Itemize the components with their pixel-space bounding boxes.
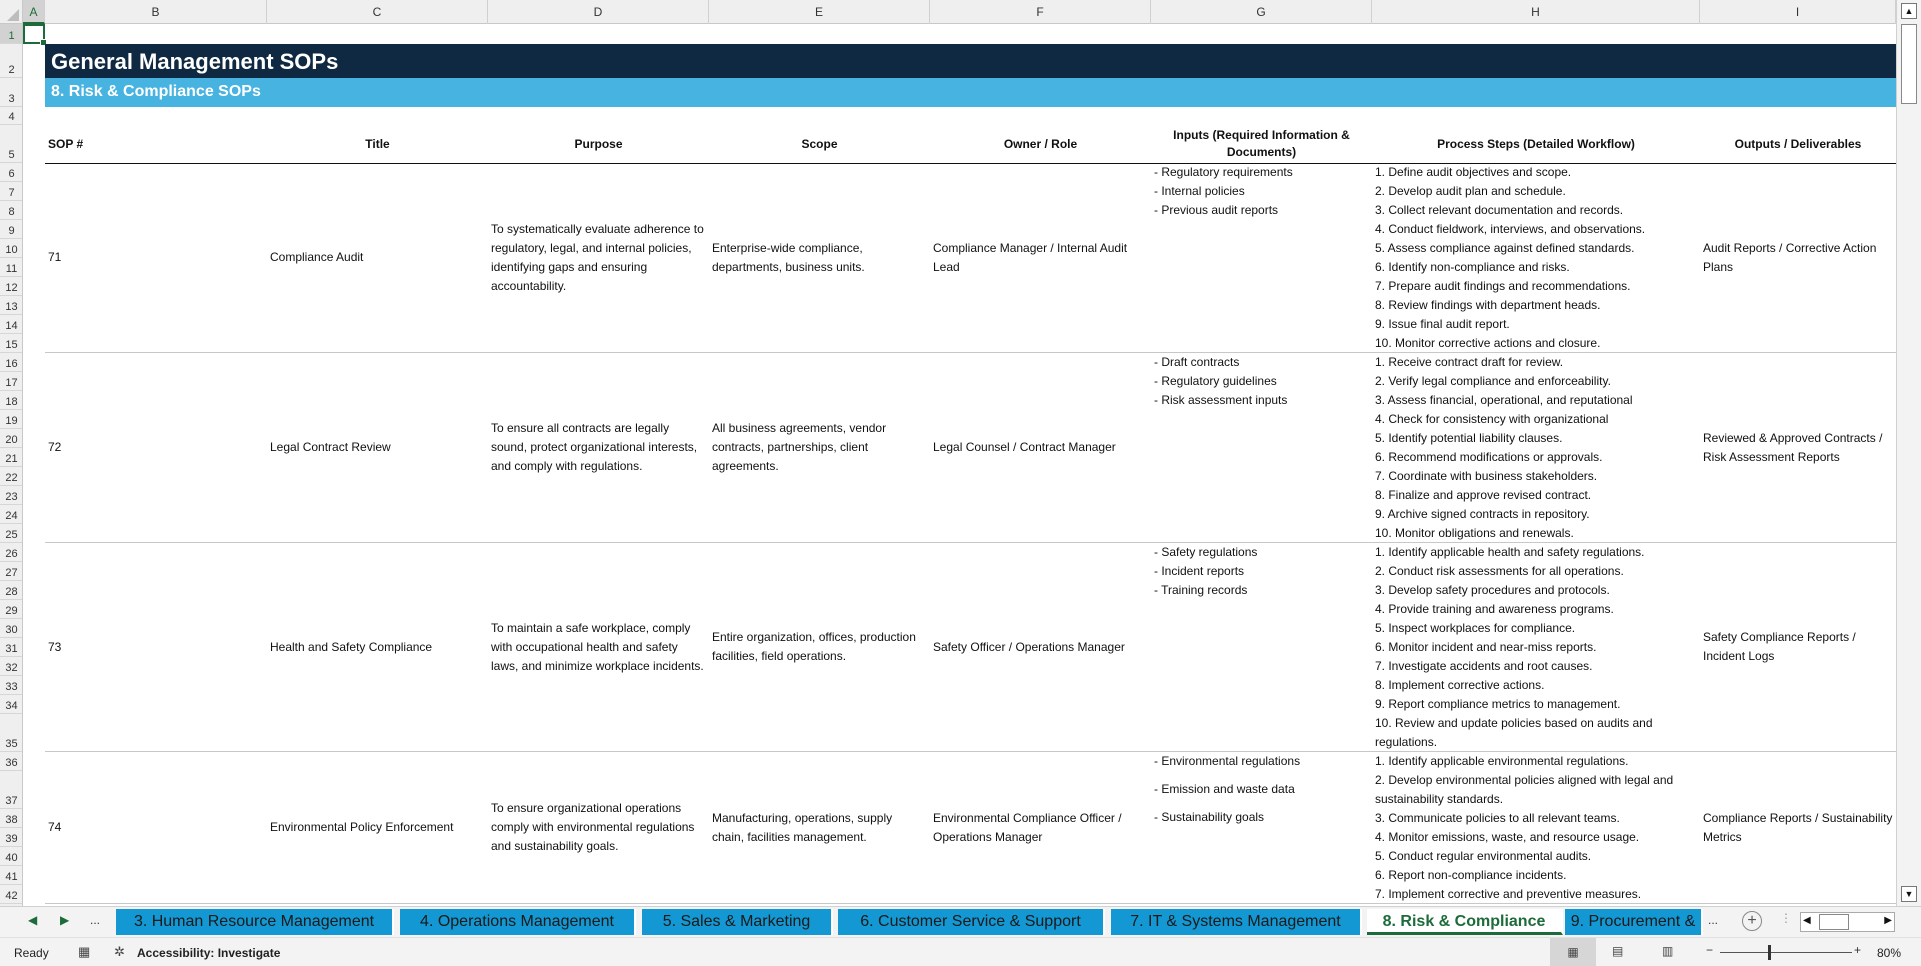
row-header-35[interactable]: 35 [0,714,23,752]
row-header-31[interactable]: 31 [0,638,23,657]
row-header-6[interactable]: 6 [0,163,23,182]
column-header-b[interactable]: B [45,0,267,24]
process-step: 9. Archive signed contracts in repository. [1375,507,1590,521]
header-title: Title [365,136,390,151]
row-header-40[interactable]: 40 [0,847,23,866]
column-headers [0,0,1896,24]
cell-steps[interactable] [1372,752,1700,904]
sheet-tab[interactable]: 7. IT & Systems Management [1111,909,1362,935]
row-header-33[interactable]: 33 [0,676,23,695]
column-header-e[interactable]: E [709,0,930,24]
row-header-28[interactable]: 28 [0,581,23,600]
sheet-tab-bar [0,906,1921,937]
row-header-10[interactable]: 10 [0,239,23,258]
process-step: 8. Finalize and approve revised contract. [1375,488,1592,502]
cell-sop[interactable]: 74 [48,820,62,834]
scroll-down-icon[interactable]: ▼ [1901,886,1917,902]
cell-inputs[interactable] [1151,163,1372,220]
row-header-19[interactable]: 19 [0,410,23,429]
row-header-3[interactable]: 3 [0,78,23,107]
process-step: 4. Check for consistency with organizational [1375,412,1609,426]
cell-purpose[interactable]: To systematically evaluate adherence to regulatory, legal, and internal policies, identifying gaps and ensuring accountability. [491,221,704,293]
cell-owner[interactable]: Legal Counsel / Contract Manager [933,440,1116,454]
add-sheet-icon[interactable]: + [1742,911,1762,931]
horizontal-scrollbar[interactable] [1800,912,1895,932]
process-step: 6. Report non-compliance incidents. [1375,868,1567,882]
input-item: - Sustainability goals [1154,810,1265,824]
header-outputs: Outputs / Deliverables [1734,136,1862,151]
cell-scope[interactable]: Enterprise-wide compliance, departments, business units. [712,240,865,274]
input-item: - Regulatory requirements [1154,165,1293,179]
input-item: - Internal policies [1154,184,1245,198]
process-step: 9. Report compliance metrics to management. [1375,697,1621,711]
cell-steps[interactable] [1372,543,1700,752]
row-header-14[interactable]: 14 [0,315,23,334]
row-header-5[interactable]: 5 [0,125,23,163]
zoom-slider[interactable] [1720,952,1852,953]
row-header-4[interactable]: 4 [0,107,23,125]
cell-scope[interactable]: All business agreements, vendor contracts, partnerships, client agreements. [712,421,887,473]
process-step: 5. Inspect workplaces for compliance. [1375,621,1576,635]
process-step: 3. Collect relevant documentation and records. [1375,203,1624,217]
process-step: 10. Monitor corrective actions and closure. [1375,336,1601,350]
macro-record-icon[interactable]: ▦ [78,944,91,959]
row-header-25[interactable]: 25 [0,524,23,543]
cell-steps[interactable] [1372,163,1700,353]
row-header-17[interactable]: 17 [0,372,23,391]
process-step: 3. Develop safety procedures and protocols. [1375,583,1610,597]
column-header-f[interactable]: F [930,0,1151,24]
more-sheets-left[interactable]: ... [90,913,101,927]
worksheet-grid[interactable] [23,24,1896,906]
process-step: 2. Verify legal compliance and enforceability. [1375,374,1611,388]
input-item: - Regulatory guidelines [1154,374,1277,388]
zoom-in-icon[interactable]: + [1854,943,1862,957]
process-step: 3. Assess financial, operational, and reputational [1375,393,1633,407]
accessibility-status[interactable]: Accessibility: Investigate [137,946,281,960]
process-step: 4. Monitor emissions, waste, and resource usage. [1375,830,1640,844]
row-header-29[interactable]: 29 [0,600,23,619]
cell-purpose[interactable]: To ensure organizational operations comply with environmental regulations and sustainability goals. [491,801,695,853]
row-header-18[interactable]: 18 [0,391,23,410]
row-header-42[interactable]: 42 [0,885,23,904]
cell-owner[interactable]: Compliance Manager / Internal Audit Lead [933,240,1128,274]
row-header-39[interactable]: 39 [0,828,23,847]
column-header-c[interactable]: C [267,0,488,24]
row-header-22[interactable]: 22 [0,467,23,486]
row-header-36[interactable]: 36 [0,752,23,771]
normal-view-icon[interactable]: ▦ [1550,938,1596,966]
cell-title[interactable]: Compliance Audit [270,250,364,264]
sheet-tab[interactable]: 5. Sales & Marketing [642,909,833,935]
row-header-27[interactable]: 27 [0,562,23,581]
cell-owner[interactable]: Environmental Compliance Officer / Operations Manager [933,810,1122,844]
accessibility-icon[interactable]: ✲ [114,944,125,959]
row-header-15[interactable]: 15 [0,334,23,353]
scroll-left-icon[interactable]: ◀ [1803,915,1811,926]
header-owner: Owner / Role [1003,136,1078,151]
cell-sop[interactable]: 72 [48,440,62,454]
input-item: - Training records [1154,583,1248,597]
cell-purpose[interactable]: To ensure all contracts are legally sound, protect organizational interests, and comply with regulations. [491,421,698,473]
row-header-2[interactable]: 2 [0,44,23,78]
row-headers [0,24,23,906]
sheet-title: General Management SOPs [45,44,1896,78]
process-step: 5. Identify potential liability clauses. [1375,431,1563,445]
next-sheet-icon[interactable]: ▶ [60,913,70,927]
process-step: 8. Review findings with department heads. [1375,298,1601,312]
process-step: 2. Develop audit plan and schedule. [1375,184,1566,198]
column-header-g[interactable]: G [1151,0,1372,24]
row-header-32[interactable]: 32 [0,657,23,676]
header-inputs: Inputs (Required Information & Documents) [1173,128,1350,159]
scroll-right-icon[interactable]: ▶ [1884,915,1892,926]
process-step: 1. Define audit objectives and scope. [1375,165,1572,179]
row-header-41[interactable]: 41 [0,866,23,885]
table-row [45,353,1896,543]
process-step: 10. Monitor obligations and renewals. [1375,526,1574,540]
input-item: - Safety regulations [1154,545,1258,559]
column-header-h[interactable]: H [1372,0,1700,24]
cell-title[interactable]: Environmental Policy Enforcement [270,820,454,834]
prev-sheet-icon[interactable]: ◀ [28,913,38,927]
process-step: 7. Implement corrective and preventive measures. [1375,887,1642,901]
cell-steps[interactable] [1372,353,1700,543]
process-step: 6. Identify non-compliance and risks. [1375,260,1570,274]
column-header-d[interactable]: D [488,0,709,24]
splitter-icon[interactable]: ⋮ [1780,911,1792,925]
scroll-up-icon[interactable]: ▲ [1901,3,1917,19]
row-header-1[interactable]: 1 [0,24,23,44]
cell-sop[interactable]: 73 [48,639,62,654]
cell-title[interactable]: Health and Safety Compliance [270,639,433,654]
page-layout-view-icon[interactable]: ▤ [1612,944,1624,958]
cell-outputs[interactable]: Reviewed & Approved Contracts / Risk Assessment Reports [1703,430,1883,464]
cell-purpose[interactable]: To maintain a safe workplace, comply with occupational health and safety laws, and minimize workplace incidents. [491,620,704,673]
status-bar [0,937,1921,966]
row-header-30[interactable]: 30 [0,619,23,638]
row-header-37[interactable]: 37 [0,771,23,809]
sheet-tab[interactable]: 3. Human Resource Management [116,909,394,935]
process-step: 7. Coordinate with business stakeholders. [1375,469,1598,483]
cell-scope[interactable]: Entire organization, offices, production facilities, field operations. [712,630,916,663]
selected-cell[interactable] [23,24,45,44]
process-step: 1. Identify applicable environmental regulations. [1375,754,1629,768]
process-step: 5. Assess compliance against defined standards. [1375,241,1635,255]
header-scope: Scope [801,136,838,151]
cell-inputs[interactable] [1151,353,1372,410]
row-header-24[interactable]: 24 [0,505,23,524]
vertical-scrollbar[interactable] [1896,0,1921,906]
row-header-34[interactable]: 34 [0,695,23,714]
sheet-tab[interactable]: 9. Procurement & [1565,909,1703,935]
process-step: 3. Communicate policies to all relevant teams. [1375,811,1620,825]
ready-status: Ready [14,946,49,960]
input-item: - Environmental regulations [1154,754,1301,768]
row-header-9[interactable]: 9 [0,220,23,239]
sheet-tab[interactable]: 8. Risk & Compliance [1367,909,1563,935]
zoom-out-icon[interactable]: − [1706,943,1714,957]
cell-inputs[interactable] [1151,752,1372,836]
input-item: - Risk assessment inputs [1154,393,1288,407]
process-step: 1. Identify applicable health and safety regulations. [1375,545,1645,559]
cell-scope[interactable]: Manufacturing, operations, supply chain, facilities management. [712,810,893,844]
process-step: 6. Monitor incident and near-miss reports. [1375,640,1597,654]
row-header-11[interactable]: 11 [0,258,23,277]
process-step: 6. Recommend modifications or approvals. [1375,450,1603,464]
input-item: - Incident reports [1154,564,1245,578]
input-item: - Draft contracts [1154,355,1240,369]
process-step: 4. Conduct fieldwork, interviews, and observations. [1375,222,1646,236]
process-step: 1. Receive contract draft for review. [1375,355,1564,369]
more-sheets-right[interactable]: ... [1708,913,1719,927]
page-break-view-icon[interactable]: ▥ [1662,944,1674,958]
process-step: 2. Conduct risk assessments for all operations. [1375,564,1624,578]
cell-sop[interactable]: 71 [48,250,62,264]
row-header-16[interactable]: 16 [0,353,23,372]
sheet-tab[interactable]: 4. Operations Management [400,909,636,935]
sheet-tab[interactable]: 6. Customer Service & Support [838,909,1105,935]
table-row [45,163,1896,353]
h-scroll-thumb[interactable] [1819,914,1849,930]
row-header-13[interactable]: 13 [0,296,23,315]
table-row [45,752,1896,904]
row-header-21[interactable]: 21 [0,448,23,467]
table-row [45,543,1896,752]
cell-inputs[interactable] [1151,543,1372,600]
process-step: 4. Provide training and awareness programs. [1375,602,1614,616]
zoom-slider-thumb[interactable] [1768,945,1771,960]
scroll-thumb[interactable] [1901,24,1917,104]
row-header-26[interactable]: 26 [0,543,23,562]
process-step: 2. Develop environmental policies aligned with legal and sustainability standards. [1375,773,1674,806]
row-header-12[interactable]: 12 [0,277,23,296]
header-purpose: Purpose [574,136,623,151]
zoom-level[interactable]: 80% [1877,946,1902,960]
process-step: 5. Conduct regular environmental audits. [1375,849,1592,863]
cell-outputs[interactable]: Compliance Reports / Sustainability Metrics [1703,810,1893,844]
input-item: - Previous audit reports [1154,203,1279,217]
row-header-7[interactable]: 7 [0,182,23,201]
row-header-8[interactable]: 8 [0,201,23,220]
input-item: - Emission and waste data [1154,782,1295,796]
row-header-38[interactable]: 38 [0,809,23,828]
section-subtitle: 8. Risk & Compliance SOPs [45,78,1896,107]
process-step: 8. Implement corrective actions. [1375,678,1545,692]
row-header-23[interactable]: 23 [0,486,23,505]
row-header-20[interactable]: 20 [0,429,23,448]
process-step: 10. Review and update policies based on audits and regulations. [1375,716,1653,749]
cell-outputs[interactable]: Safety Compliance Reports / Incident Logs [1703,630,1856,663]
select-all-button[interactable] [0,0,23,24]
cell-owner[interactable]: Safety Officer / Operations Manager [933,639,1125,654]
column-header-a[interactable]: A [23,0,45,24]
cell-outputs[interactable]: Audit Reports / Corrective Action Plans [1703,240,1877,274]
header-sop: SOP # [48,136,84,151]
process-step: 7. Investigate accidents and root causes. [1375,659,1593,673]
process-step: 9. Issue final audit report. [1375,317,1510,331]
process-step: 7. Prepare audit findings and recommendations. [1375,279,1631,293]
header-steps: Process Steps (Detailed Workflow) [1437,136,1635,151]
cell-title[interactable]: Legal Contract Review [270,440,391,454]
column-header-i[interactable]: I [1700,0,1896,24]
table-header-row [45,125,1896,164]
